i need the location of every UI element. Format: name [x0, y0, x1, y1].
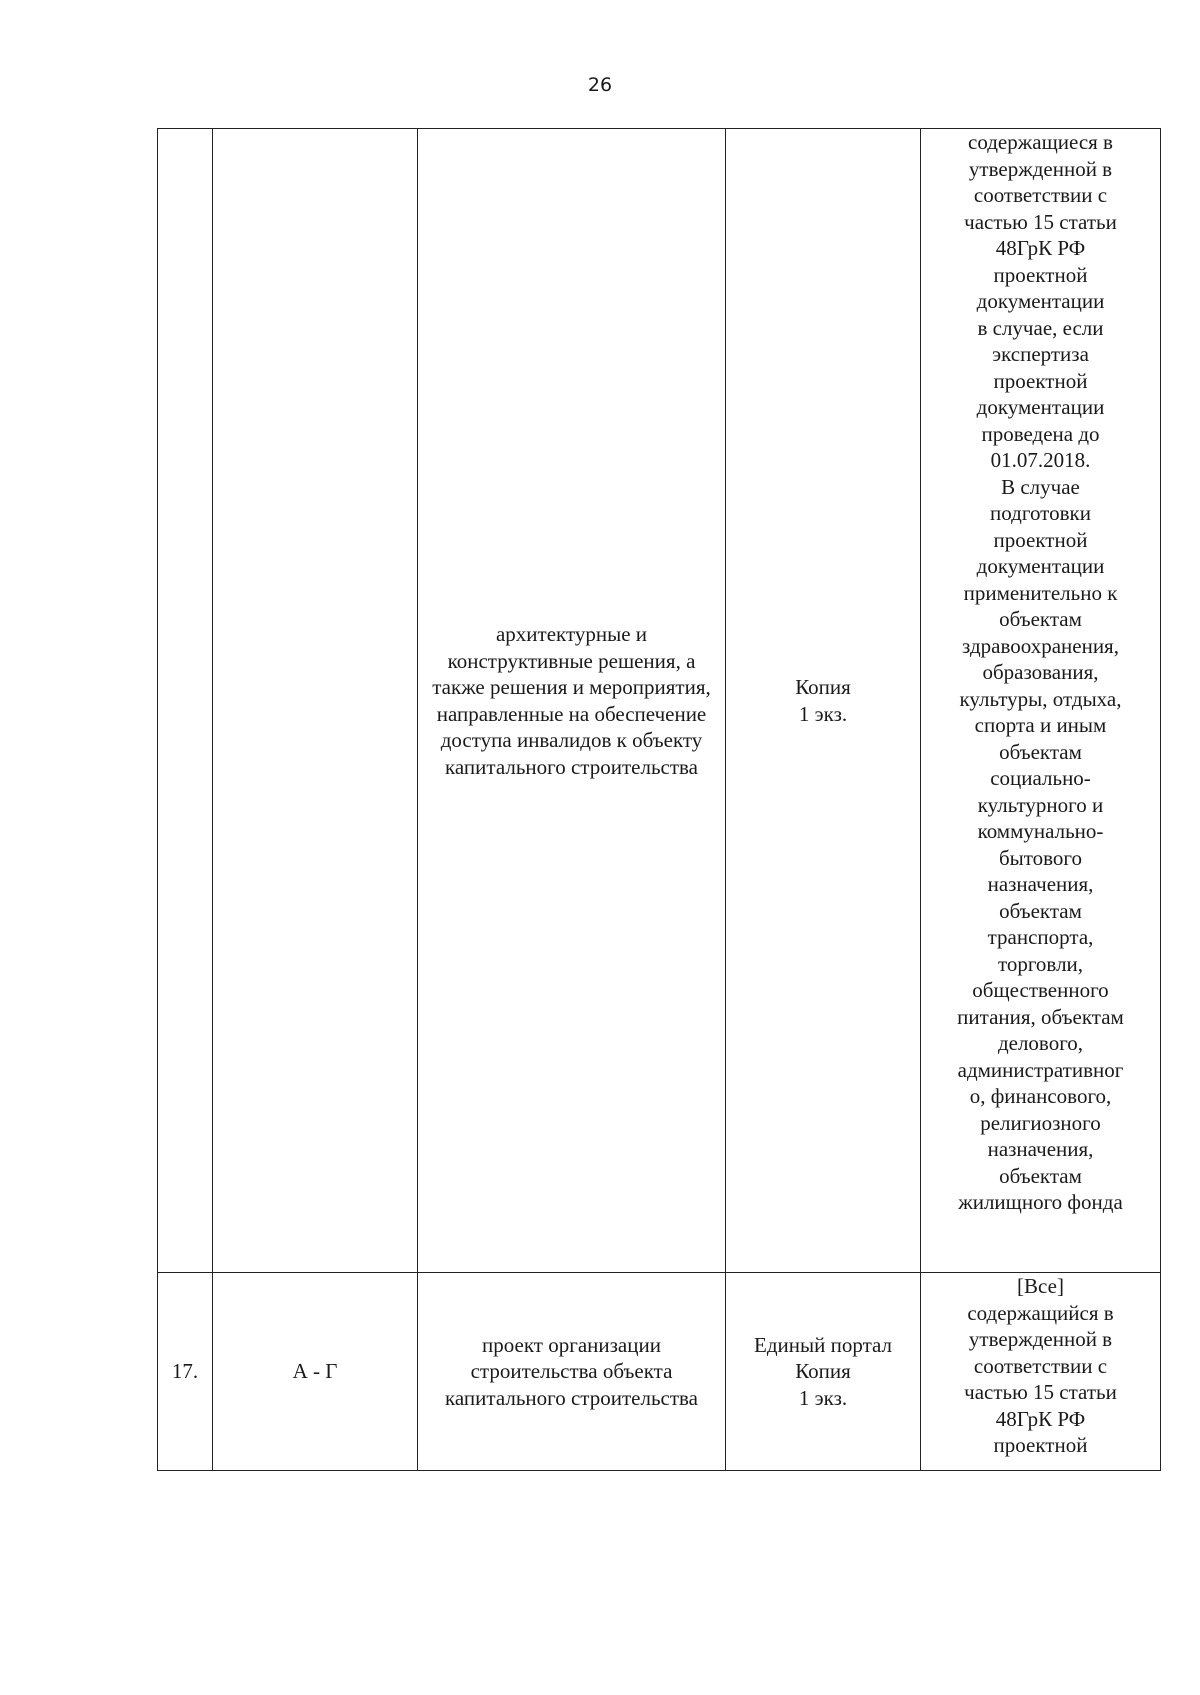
cell-line: питания, объектам	[957, 1004, 1124, 1029]
cell-line: назначения,	[987, 1137, 1094, 1161]
cell-line: применительно к	[963, 580, 1118, 605]
cell-line: утвержденной в	[968, 156, 1113, 181]
cell-document-name: архитектурные и конструктивные решения, а также решения и мероприятия, направленные на обеспечение доступа инвалидов к объекту капитального строительства	[418, 129, 726, 1273]
cell-number	[158, 129, 213, 1273]
cell-line: назначения,	[987, 872, 1094, 896]
cell-line: В случае	[1001, 474, 1080, 499]
cell-category: А - Г	[213, 1273, 418, 1471]
cell-line: культурного и	[977, 792, 1104, 817]
cell-line: Копия	[795, 675, 851, 699]
cell-line: делового,	[997, 1031, 1084, 1055]
cell-line: проектной	[993, 1433, 1088, 1457]
cell-line: содержащийся в	[967, 1300, 1114, 1325]
cell-line: частью 15 статьи	[964, 209, 1117, 234]
cell-line: документации	[976, 395, 1105, 419]
cell-line: Копия	[795, 1359, 851, 1384]
cell-line: проектной	[993, 262, 1088, 287]
cell-line: образования,	[982, 660, 1099, 684]
cell-line: частью 15 статьи	[964, 1380, 1117, 1404]
cell-line: культуры, отдыха,	[959, 686, 1122, 711]
cell-line: Единый портал	[754, 1332, 892, 1357]
cell-line: религиозного	[980, 1110, 1101, 1135]
cell-line: 1 экз.	[798, 701, 848, 726]
cell-line: в случае, если	[977, 315, 1104, 340]
cell-document-form	[726, 1273, 921, 1471]
cell-note	[921, 1273, 1161, 1471]
table-row	[158, 1273, 1161, 1471]
cell-line: социально-	[990, 766, 1091, 790]
cell-line: административног	[957, 1057, 1124, 1082]
cell-document-name: проект организации строительства объекта капитального строительства	[418, 1273, 726, 1471]
cell-line: документации	[976, 289, 1105, 313]
cell-line: 48ГрК РФ	[995, 236, 1086, 260]
cell-line: объектам	[999, 739, 1082, 764]
cell-line: транспорта,	[987, 925, 1094, 949]
cell-line: проведена до	[981, 421, 1100, 446]
cell-line: содержащиеся в	[968, 130, 1113, 154]
cell-line: коммунально-	[977, 819, 1104, 843]
cell-line: о, финансового,	[969, 1084, 1112, 1108]
documents-table	[157, 128, 1161, 1471]
cell-line: объектам	[999, 898, 1082, 923]
cell-line: жилищного фонда	[958, 1190, 1123, 1214]
cell-line: 48ГрК РФ	[995, 1406, 1086, 1431]
cell-document-form	[726, 129, 921, 1273]
cell-note	[921, 129, 1161, 1273]
cell-line: [Все]	[1017, 1274, 1064, 1298]
cell-line: документации	[976, 554, 1105, 578]
cell-line: соответствии с	[973, 1353, 1108, 1378]
cell-category	[213, 129, 418, 1273]
cell-line: утвержденной в	[968, 1327, 1113, 1351]
page-number: 26	[587, 74, 613, 96]
table-row	[158, 129, 1161, 1273]
cell-line: соответствии с	[973, 183, 1108, 207]
cell-number: 17.	[158, 1273, 213, 1471]
cell-line: проектной	[993, 527, 1088, 552]
cell-line: 1 экз.	[798, 1385, 848, 1410]
cell-line: торговли,	[997, 951, 1084, 976]
cell-line: проектной	[993, 368, 1088, 393]
cell-line: объектам	[999, 1163, 1082, 1188]
cell-line: общественного	[972, 978, 1109, 1002]
cell-line: экспертиза	[992, 342, 1089, 366]
cell-line: спорта и иным	[974, 713, 1107, 737]
cell-line: 01.07.2018.	[990, 448, 1091, 472]
cell-line: подготовки	[990, 501, 1091, 525]
cell-line: объектам	[999, 607, 1082, 631]
cell-line: бытового	[998, 845, 1083, 870]
cell-line: здравоохранения,	[962, 633, 1119, 658]
